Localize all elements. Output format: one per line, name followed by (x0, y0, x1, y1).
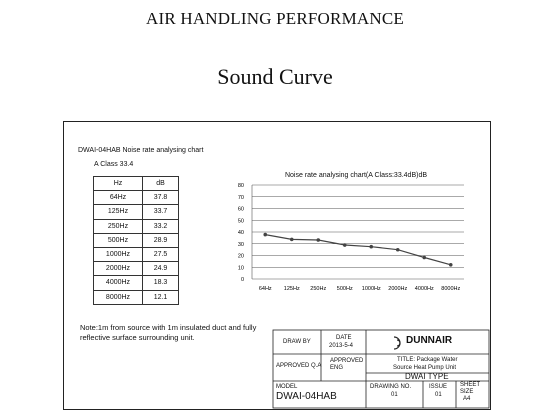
model-label: MODEL (276, 384, 298, 390)
issue-label: ISSUE (429, 384, 448, 390)
table-cell-db: 24.9 (143, 262, 179, 276)
drawing-no-value: 01 (391, 392, 398, 398)
approved-qa-label: APPROVED Q.A (276, 363, 322, 369)
table-cell-db: 33.7 (143, 205, 179, 219)
table-cell-db: 12.1 (143, 290, 179, 304)
table-cell-hz: 250Hz (94, 219, 143, 233)
y-tick-label: 20 (237, 253, 244, 260)
table-header-hz: Hz (94, 177, 143, 191)
table-cell-db: 37.8 (143, 191, 179, 205)
table-cell-db: 18.3 (143, 276, 179, 290)
y-tick-label: 40 (237, 230, 244, 236)
page-title: Sound Curve (217, 64, 333, 89)
data-point (369, 245, 373, 249)
data-point (343, 243, 347, 247)
table-cell-db: 33.2 (143, 219, 179, 233)
table-cell-db: 27.5 (143, 247, 179, 261)
y-tick-label: 10 (237, 265, 244, 272)
measurement-note: Note:1m from source with 1m insulated duct and fully reflective surface surrounding unit. (80, 323, 257, 342)
table-cell-hz: 500Hz (94, 233, 143, 247)
x-tick-label: 250Hz (310, 286, 327, 292)
y-tick-label: 70 (237, 194, 244, 201)
data-point (449, 263, 453, 267)
table-cell-hz: 8000Hz (94, 290, 143, 304)
x-tick-label: 8000Hz (441, 286, 461, 292)
table-cell-hz: 64Hz (94, 191, 143, 205)
data-point (263, 233, 267, 237)
x-axis-ticks (259, 286, 461, 292)
class-label: A Class 33.4 (94, 161, 134, 168)
y-tick-label: 60 (237, 206, 244, 213)
chart-name-label: DWAI-04HAB Noise rate analysing chart (78, 147, 204, 154)
model-value: DWAI-04HAB (276, 391, 337, 402)
x-tick-label: 4000Hz (414, 286, 434, 292)
page-heading: AIR HANDLING PERFORMANCE (146, 9, 404, 28)
table-cell-hz: 2000Hz (94, 262, 143, 276)
drawing-no-label: DRAWING NO. (370, 384, 412, 390)
data-point (290, 238, 294, 242)
x-tick-label: 64Hz (258, 286, 272, 292)
chart-grid (252, 185, 464, 279)
sheet-size-value: A4 (463, 396, 471, 402)
data-point (316, 238, 320, 242)
issue-value: 01 (435, 392, 442, 398)
y-axis-ticks (238, 183, 244, 283)
date-value: 2013-5-4 (329, 343, 354, 349)
size-label: SIZE (460, 389, 474, 395)
series-markers (263, 233, 452, 267)
brand-logo-icon (394, 337, 400, 349)
title-line-1: TITLE: Package Water (397, 357, 458, 363)
date-label: DATE (336, 335, 352, 341)
brand-name: DUNNAIR (406, 335, 453, 346)
table-cell-hz: 4000Hz (94, 276, 143, 290)
x-tick-label: 500Hz (336, 286, 353, 292)
data-point (396, 248, 400, 252)
sheet-label: SHEET (460, 382, 481, 388)
y-tick-label: 30 (237, 241, 244, 248)
table-header-db: dB (143, 177, 179, 191)
x-tick-label: 125Hz (283, 286, 300, 292)
y-tick-label: 80 (237, 183, 244, 189)
table-cell-hz: 1000Hz (94, 247, 143, 261)
approved-eng-label: APPROVED ENG (330, 358, 364, 371)
x-tick-label: 1000Hz (361, 286, 381, 292)
table-cell-db: 28.9 (143, 233, 179, 247)
chart-title: Noise rate analysing chart(A Class:33.4dB)dB (284, 172, 428, 179)
table-cell-hz: 125Hz (94, 205, 143, 219)
x-tick-label: 2000Hz (388, 286, 408, 292)
y-tick-label: 0 (240, 277, 244, 283)
title-line-3: DWAI TYPE (405, 372, 449, 381)
draw-by-label: DRAW BY (283, 339, 311, 345)
y-tick-label: 50 (237, 218, 244, 225)
title-line-2: Source Heat Pump Unit (393, 365, 457, 371)
data-point (422, 256, 426, 260)
